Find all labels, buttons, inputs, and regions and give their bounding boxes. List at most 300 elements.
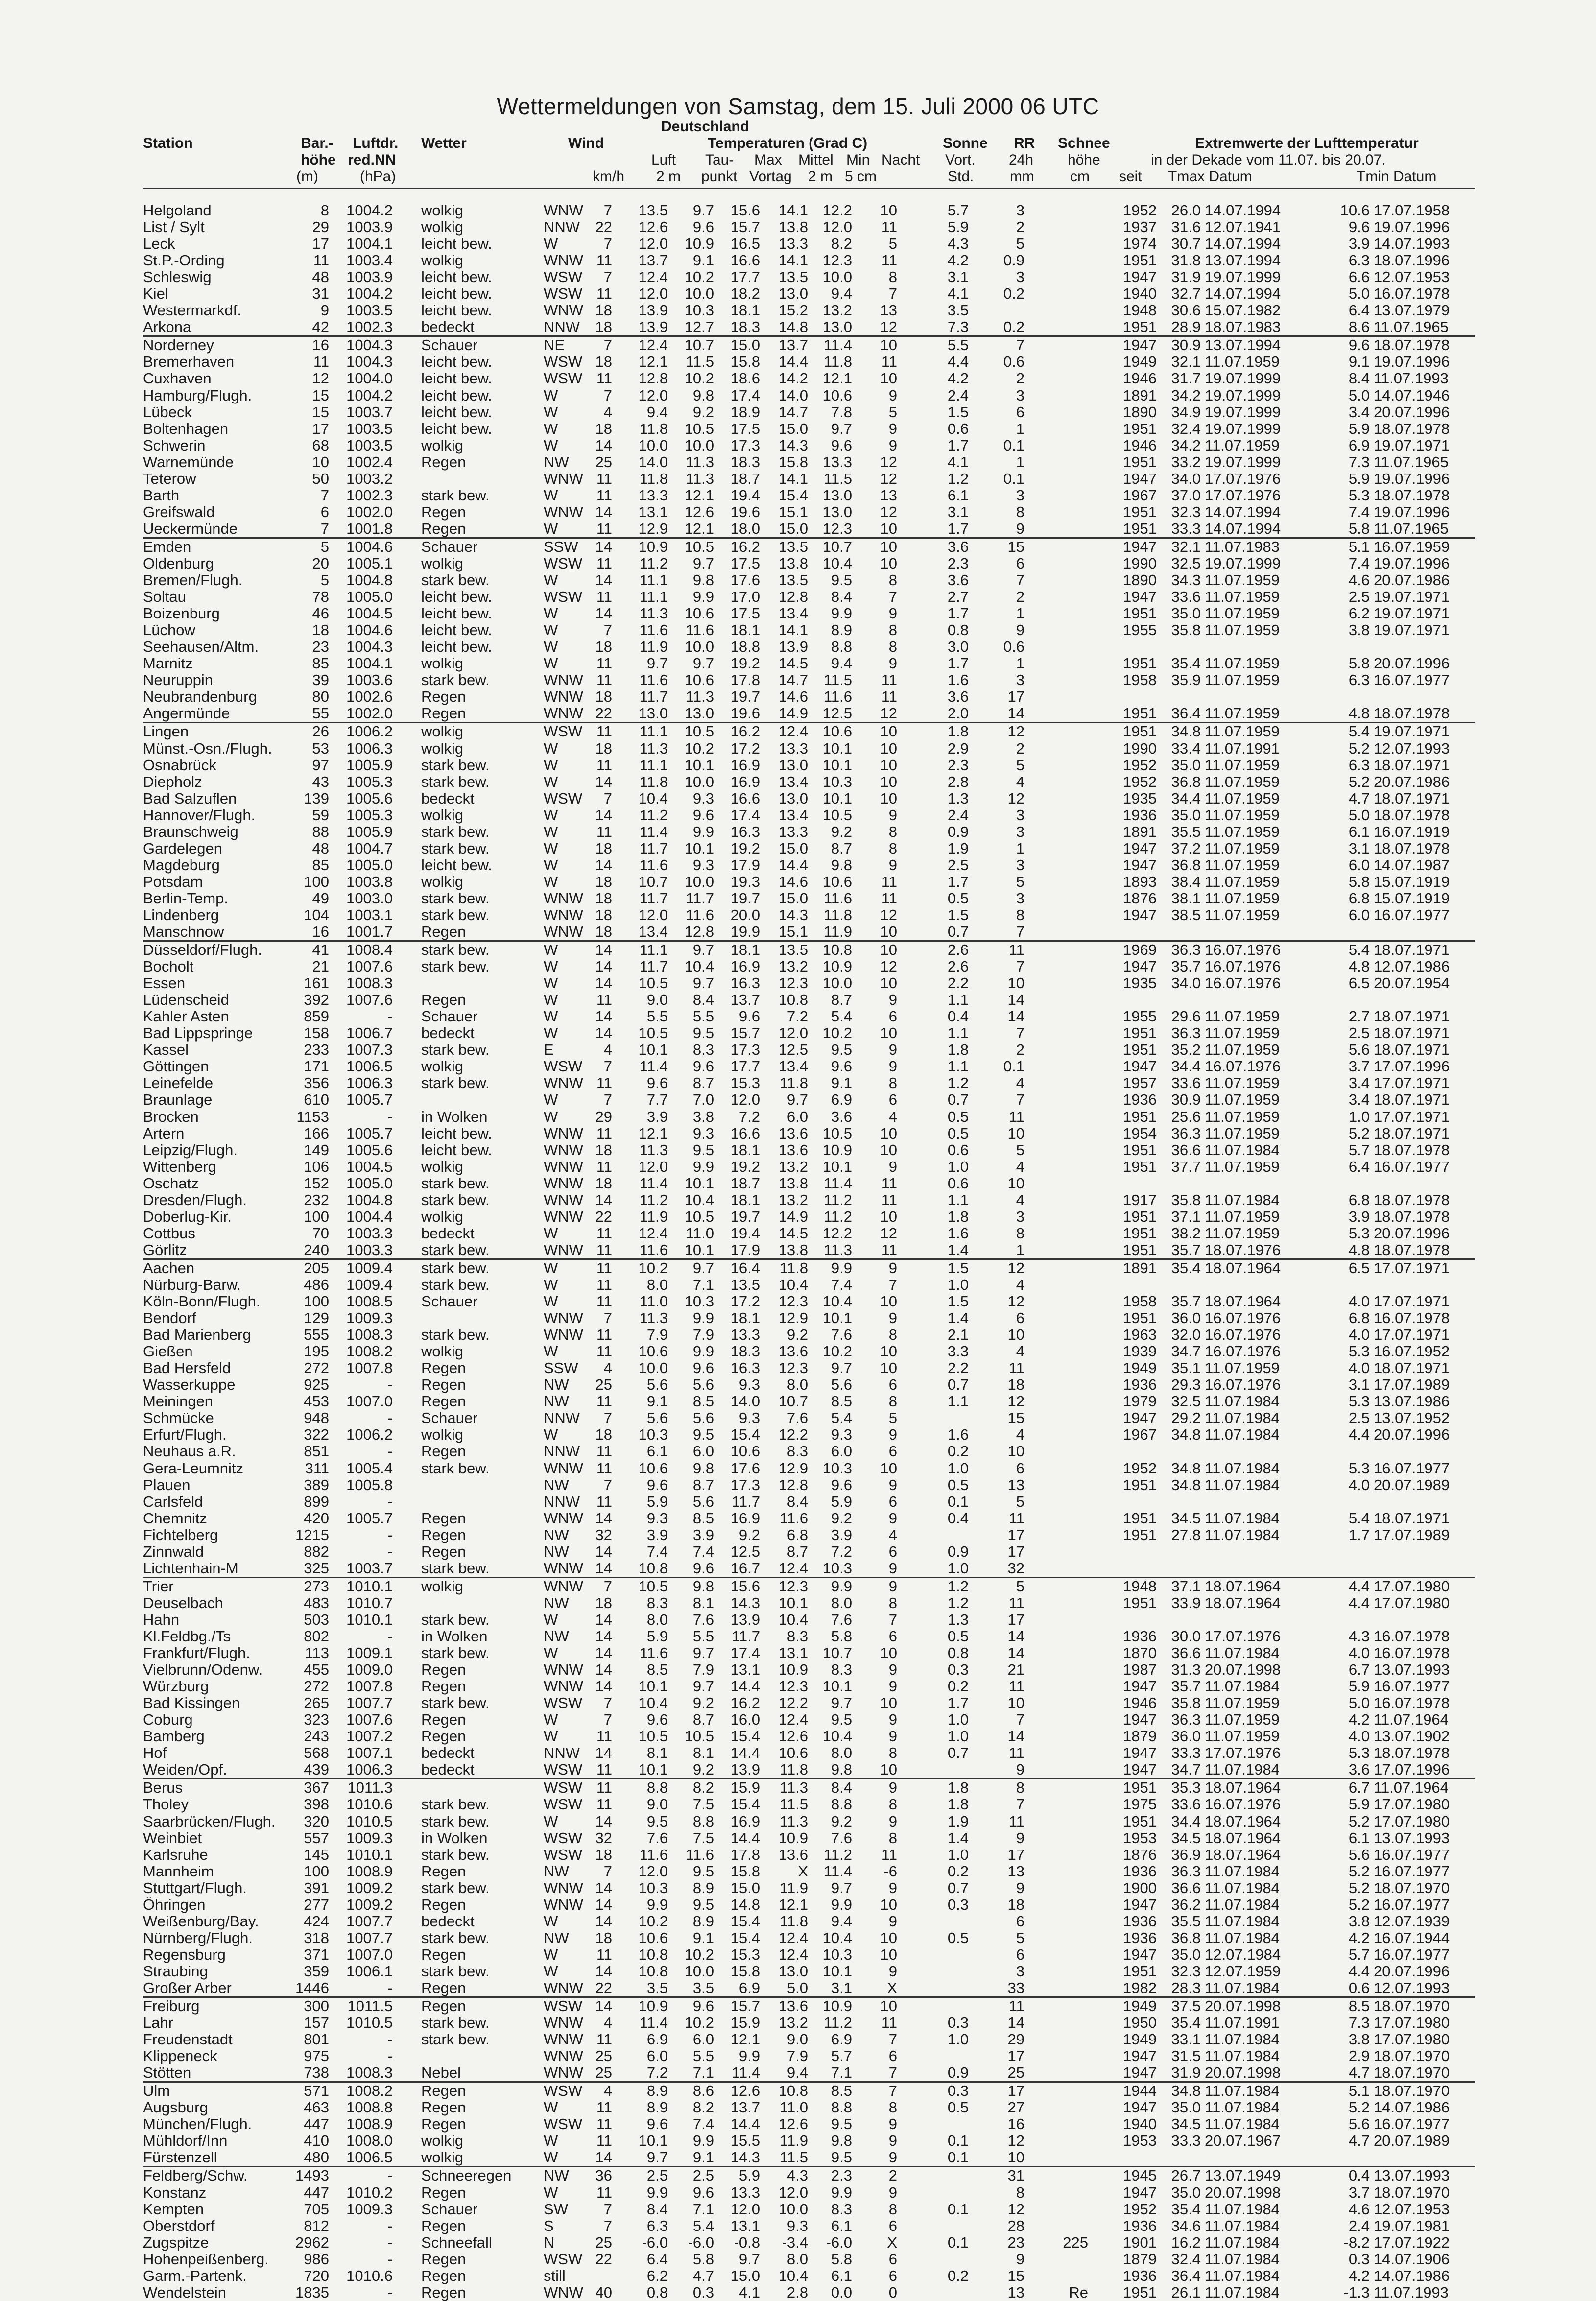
cell-nacht: 10 <box>880 202 897 219</box>
cell-max: 16.9 <box>730 1812 760 1830</box>
cell-rr: 0.1 <box>1003 1058 1024 1075</box>
cell-luft: 11.8 <box>639 773 668 790</box>
cell-tmin-datum: 18.07.1978 <box>1374 486 1450 504</box>
cell-tmax-datum: 11.07.1959 <box>1205 1694 1280 1712</box>
cell-luft: 10.6 <box>638 1929 668 1946</box>
cell-rr: 3 <box>1016 202 1024 219</box>
cell-taupunkt: 7.9 <box>692 1661 714 1679</box>
cell-wetter: Schneeregen <box>421 2167 512 2184</box>
cell-rr: 1 <box>1016 839 1024 857</box>
cell-wetter: bedeckt <box>421 318 475 336</box>
cell-max: 15.0 <box>730 336 760 354</box>
cell-luft: 12.0 <box>638 386 668 404</box>
cell-barhoehe: 20 <box>312 554 329 572</box>
cell-barhoehe: 29 <box>312 218 329 236</box>
cell-wind-dir: NW <box>544 1862 569 1880</box>
cell-barhoehe: 16 <box>312 923 329 941</box>
cell-barhoehe: 1446 <box>295 1979 329 1996</box>
cell-rr: 3 <box>1016 486 1024 504</box>
cell-rr: 3 <box>1016 806 1024 824</box>
cell-min: 7.6 <box>831 1611 852 1628</box>
cell-tmax-datum: 16.07.1976 <box>1205 1058 1281 1075</box>
cell-wind-dir: WSW <box>544 723 583 740</box>
cell-tmax-datum: 18.07.1964 <box>1205 1577 1281 1595</box>
cell-taupunkt: 8.1 <box>692 1594 714 1612</box>
cell-wind-speed: 7 <box>603 621 612 639</box>
cell-wetter: wolkig <box>421 1058 464 1075</box>
cell-tmin-datum: 16.07.1978 <box>1374 1309 1450 1327</box>
cell-wind-speed: 18 <box>595 302 612 319</box>
cell-min: 10.2 <box>822 1343 852 1360</box>
cell-barhoehe: 300 <box>304 1997 329 2015</box>
cell-sonne: 1.3 <box>947 1611 969 1628</box>
cell-wetter: leicht bew. <box>421 353 492 371</box>
cell-tmax: 31.5 <box>1171 2047 1201 2065</box>
cell-seit: 1951 <box>1123 1224 1157 1242</box>
cell-barhoehe: 311 <box>305 1459 329 1477</box>
cell-nacht: 9 <box>888 2149 897 2166</box>
cell-tmax-datum: 14.07.1994 <box>1205 520 1281 537</box>
cell-station: Lingen <box>143 723 189 740</box>
cell-tmin: 2.5 <box>1348 588 1370 606</box>
cell-wetter: Regen <box>421 1711 466 1729</box>
cell-tmax-datum: 11.07.1984 <box>1205 2115 1280 2133</box>
cell-tmax: 33.1 <box>1171 2031 1201 2048</box>
cell-sonne: 1.5 <box>947 403 969 421</box>
cell-seit: 1952 <box>1123 773 1157 790</box>
cell-tmax: 32.5 <box>1171 1393 1201 1410</box>
cell-taupunkt: 9.7 <box>692 554 714 572</box>
cell-barhoehe: 50 <box>312 470 329 487</box>
cell-station: Manschnow <box>143 923 224 941</box>
cell-mittel: 14.4 <box>778 353 808 371</box>
cell-taupunkt: 7.1 <box>692 1276 714 1293</box>
cell-mittel: 13.2 <box>778 1158 808 1175</box>
cell-luft: 6.1 <box>646 1443 668 1460</box>
cell-wind-speed: 7 <box>603 1711 612 1729</box>
cell-barhoehe: 26 <box>312 723 329 740</box>
cell-nacht: 9 <box>888 420 897 437</box>
table-row <box>143 655 1475 672</box>
cell-mittel: 7.2 <box>786 1008 808 1025</box>
cell-min: 9.1 <box>831 1074 852 1092</box>
cell-sonne: 3.3 <box>947 1343 969 1360</box>
cell-luft: 10.1 <box>638 1678 668 1695</box>
cell-luftdruck: 1004.0 <box>346 370 393 387</box>
cell-taupunkt: 9.5 <box>692 1896 714 1913</box>
cell-wetter: leicht bew. <box>421 605 492 622</box>
cell-max: 11.7 <box>731 1627 760 1645</box>
cell-luft: 13.9 <box>638 302 668 319</box>
cell-luft: 10.8 <box>638 1945 668 1963</box>
cell-tmax-datum: 20.07.1998 <box>1205 2183 1281 2201</box>
cell-nacht: 9 <box>888 655 897 672</box>
cell-taupunkt: 8.8 <box>692 1812 714 1830</box>
cell-tmax: 36.3 <box>1171 1711 1201 1729</box>
cell-wind-dir: W <box>544 839 558 857</box>
cell-tmin: 5.7 <box>1348 1945 1370 1963</box>
header-rr: 24h <box>1009 152 1034 168</box>
cell-taupunkt: 7.0 <box>692 1091 714 1109</box>
cell-luftdruck: 1008.2 <box>346 2082 393 2100</box>
cell-max: 18.2 <box>730 285 760 303</box>
cell-mittel: 7.6 <box>786 1409 808 1427</box>
cell-wind-dir: WNW <box>544 470 583 487</box>
cell-tmax-datum: 11.07.1959 <box>1205 1728 1280 1745</box>
cell-sonne: 4.4 <box>947 353 969 371</box>
cell-seit: 1876 <box>1123 1846 1157 1863</box>
cell-tmax: 34.2 <box>1171 436 1201 454</box>
cell-tmax: 32.3 <box>1171 503 1201 521</box>
table-row <box>143 1410 1475 1426</box>
cell-luft: 11.2 <box>639 554 668 572</box>
cell-seit: 1947 <box>1123 538 1157 555</box>
cell-tmax-datum: 20.07.1998 <box>1205 1661 1281 1679</box>
cell-tmin-datum: 16.07.1977 <box>1374 1459 1450 1477</box>
table-row <box>143 1477 1475 1494</box>
cell-wind-speed: 14 <box>595 1542 612 1560</box>
cell-wetter: bedeckt <box>421 1224 475 1242</box>
cell-mittel: 13.2 <box>778 958 808 975</box>
cell-seit: 1947 <box>1123 1409 1157 1427</box>
cell-nacht: 9 <box>888 2183 897 2201</box>
cell-luft: 7.7 <box>646 1091 668 1109</box>
cell-wind-speed: 14 <box>595 806 612 824</box>
table-row <box>143 555 1475 572</box>
cell-wetter: Schauer <box>421 1008 478 1025</box>
cell-wind-speed: 11 <box>596 671 612 689</box>
cell-taupunkt: 11.3 <box>685 453 714 471</box>
cell-tmin-datum: 19.07.1971 <box>1374 605 1450 622</box>
cell-wind-dir: W <box>544 1224 558 1242</box>
cell-tmin-datum: 17.07.1980 <box>1374 2031 1450 2048</box>
cell-schnee: 225 <box>1063 2233 1088 2251</box>
cell-nacht: 10 <box>880 739 897 757</box>
cell-tmin-datum: 17.07.1980 <box>1374 1577 1450 1595</box>
cell-rr: 10 <box>1007 1443 1024 1460</box>
cell-nacht: 8 <box>888 839 897 857</box>
header-schnee: cm <box>1070 168 1090 185</box>
cell-rr: 4 <box>1016 1276 1024 1293</box>
cell-seit: 1951 <box>1123 2283 1157 2301</box>
cell-seit: 1951 <box>1123 318 1157 336</box>
cell-sonne: 0.3 <box>947 2082 969 2100</box>
cell-tmax-datum: 11.07.1984 <box>1205 1979 1280 1996</box>
cell-tmax: 35.8 <box>1171 1694 1201 1712</box>
cell-nacht: 7 <box>888 1276 897 1293</box>
cell-max: 15.4 <box>730 1912 760 1930</box>
cell-seit: 1953 <box>1123 1829 1157 1847</box>
cell-luftdruck: 1004.7 <box>346 839 393 857</box>
cell-tmin: 9.6 <box>1348 218 1370 236</box>
cell-mittel: 14.6 <box>778 873 808 890</box>
cell-luft: 10.5 <box>638 1728 668 1745</box>
cell-wind-dir: WNW <box>544 1326 583 1344</box>
cell-wind-speed: 25 <box>595 1376 612 1394</box>
cell-tmax: 35.7 <box>1171 958 1201 975</box>
cell-luft: 3.9 <box>646 1526 668 1543</box>
cell-rr: 7 <box>1016 923 1024 941</box>
cell-sonne: 3.5 <box>947 302 969 319</box>
cell-tmin-datum: 16.07.1977 <box>1374 906 1450 924</box>
cell-mittel: 10.4 <box>778 2267 808 2284</box>
cell-wetter: in Wolken <box>421 1829 488 1847</box>
cell-barhoehe: 705 <box>304 2200 329 2218</box>
cell-wetter: Regen <box>421 1979 466 1996</box>
cell-nacht: 9 <box>888 1259 897 1277</box>
cell-station: Cottbus <box>143 1224 195 1242</box>
cell-tmax: 34.8 <box>1171 1459 1201 1477</box>
cell-seit: 1951 <box>1123 1594 1157 1612</box>
cell-barhoehe: 152 <box>304 1174 329 1192</box>
cell-min: 10.3 <box>822 1459 852 1477</box>
cell-station: Helgoland <box>143 202 212 219</box>
cell-tmax: 36.4 <box>1171 705 1201 722</box>
cell-tmax-datum: 11.07.1959 <box>1205 756 1280 774</box>
cell-mittel: 12.1 <box>778 1896 808 1913</box>
cell-luft: 11.4 <box>639 1174 668 1192</box>
cell-wind-speed: 14 <box>595 1627 612 1645</box>
cell-tmin-datum: 13.07.1902 <box>1374 1728 1450 1745</box>
cell-luftdruck: 1009.4 <box>346 1276 393 1293</box>
cell-tmin: 3.9 <box>1348 1208 1370 1225</box>
header-max: Vortag <box>749 168 792 185</box>
cell-max: 13.3 <box>730 1326 760 1344</box>
cell-sonne: 0.8 <box>947 621 969 639</box>
cell-wind-speed: 14 <box>595 941 612 959</box>
cell-wind-speed: 18 <box>595 739 612 757</box>
cell-rr: 15 <box>1007 538 1024 555</box>
cell-tmax: 27.8 <box>1171 1526 1201 1543</box>
cell-luftdruck: 1003.1 <box>346 906 393 924</box>
cell-wind-speed: 11 <box>596 554 612 572</box>
cell-sonne: 3.6 <box>947 571 969 589</box>
cell-tmin-datum: 18.07.1978 <box>1374 336 1450 354</box>
cell-tmin: 6.0 <box>1348 856 1370 874</box>
cell-barhoehe: 371 <box>304 1945 329 1963</box>
cell-tmin-datum: 19.07.1971 <box>1374 723 1450 740</box>
cell-tmax: 36.8 <box>1171 773 1201 790</box>
cell-wind-speed: 11 <box>596 1224 612 1242</box>
cell-tmin-datum: 14.07.1946 <box>1374 386 1450 404</box>
cell-rr: 1 <box>1016 655 1024 672</box>
cell-sonne: 1.0 <box>947 2031 969 2048</box>
cell-min: 10.8 <box>822 941 852 959</box>
cell-nacht: 9 <box>888 1779 897 1797</box>
cell-station: Fürstenzell <box>143 2149 217 2166</box>
cell-tmin-datum: 14.07.1906 <box>1374 2250 1450 2268</box>
cell-min: 11.2 <box>823 1191 852 1209</box>
cell-max: 10.6 <box>730 1443 760 1460</box>
cell-rr: 15 <box>1007 2267 1024 2284</box>
cell-nacht: 11 <box>881 1241 897 1258</box>
cell-max: 16.2 <box>730 1694 760 1712</box>
cell-min: 9.2 <box>831 1509 852 1527</box>
cell-sonne: 0.4 <box>947 1008 969 1025</box>
cell-sonne: 2.8 <box>947 773 969 790</box>
cell-wind-dir: WNW <box>544 1459 583 1477</box>
cell-rr: 7 <box>1016 1091 1024 1109</box>
cell-wind-speed: 11 <box>596 1158 612 1175</box>
cell-tmin-datum: 11.07.1965 <box>1374 520 1449 537</box>
cell-taupunkt: 9.5 <box>692 1024 714 1042</box>
cell-max: 16.3 <box>730 974 760 992</box>
cell-max: 17.2 <box>730 739 760 757</box>
cell-barhoehe: 85 <box>312 856 329 874</box>
cell-barhoehe: 273 <box>304 1577 329 1595</box>
cell-tmax: 31.6 <box>1171 218 1201 236</box>
cell-nacht: 8 <box>888 1829 897 1847</box>
cell-station: Köln-Bonn/Flugh. <box>143 1293 261 1310</box>
cell-sonne: 5.7 <box>947 202 969 219</box>
cell-luftdruck: 1004.6 <box>346 621 393 639</box>
cell-wind-speed: 7 <box>603 386 612 404</box>
cell-nacht: 6 <box>888 1443 897 1460</box>
cell-luftdruck: 1007.8 <box>346 1359 393 1377</box>
table-row <box>143 1913 1475 1930</box>
cell-tmax: 29.6 <box>1171 1008 1201 1025</box>
cell-tmax: 36.2 <box>1171 1896 1201 1913</box>
cell-rr: 29 <box>1007 2031 1024 2048</box>
cell-mittel: 10.6 <box>778 1744 808 1762</box>
cell-seit: 1975 <box>1123 1796 1157 1813</box>
cell-min: 10.1 <box>822 1158 852 1175</box>
cell-wind-dir: W <box>544 655 558 672</box>
cell-nacht: 6 <box>888 1376 897 1394</box>
cell-nacht: 6 <box>888 1091 897 1109</box>
cell-mittel: 2.8 <box>786 2283 808 2301</box>
cell-min: 12.2 <box>822 1224 852 1242</box>
cell-nacht: 12 <box>880 453 897 471</box>
cell-wetter: stark bew. <box>421 1694 490 1712</box>
cell-wetter: leicht bew. <box>421 386 492 404</box>
cell-mittel: 14.1 <box>778 202 808 219</box>
cell-tmin-datum: 11.07.1965 <box>1374 453 1449 471</box>
cell-luft: 3.9 <box>646 1108 668 1125</box>
cell-nacht: 8 <box>888 571 897 589</box>
cell-mittel: 14.7 <box>778 671 808 689</box>
cell-wind-speed: 18 <box>595 1929 612 1946</box>
cell-rr: 5 <box>1016 756 1024 774</box>
cell-tmin: 5.4 <box>1348 723 1370 740</box>
cell-wind-speed: 22 <box>595 1979 612 1996</box>
cell-tmin-datum: 17.07.1996 <box>1374 1761 1450 1779</box>
cell-taupunkt: 11.5 <box>685 353 714 371</box>
cell-luft: 13.4 <box>638 923 668 941</box>
cell-tmax-datum: 16.07.1976 <box>1205 958 1281 975</box>
cell-tmin: 6.0 <box>1348 906 1370 924</box>
cell-wind-dir: WNW <box>544 1241 583 1258</box>
cell-rr: 25 <box>1007 2064 1024 2082</box>
cell-seit: 1891 <box>1123 823 1157 840</box>
cell-seit: 1952 <box>1123 756 1157 774</box>
cell-luft: 11.4 <box>639 2014 668 2032</box>
cell-taupunkt: 11.7 <box>685 889 714 907</box>
cell-barhoehe: 398 <box>304 1796 329 1813</box>
cell-seit: 1947 <box>1123 1761 1157 1779</box>
cell-seit: 1969 <box>1123 941 1157 959</box>
cell-nacht: 10 <box>880 773 897 790</box>
cell-max: 9.6 <box>738 1008 760 1025</box>
cell-taupunkt: 9.5 <box>692 1141 714 1159</box>
cell-wind-dir: W <box>544 1091 558 1109</box>
table-row <box>143 874 1475 890</box>
cell-wetter: wolkig <box>421 2149 464 2166</box>
cell-nacht: 12 <box>880 1224 897 1242</box>
table-row <box>143 504 1475 521</box>
cell-nacht: 10 <box>880 538 897 555</box>
cell-min: 10.1 <box>822 756 852 774</box>
cell-tmax: 36.0 <box>1171 1309 1201 1327</box>
cell-seit: 1955 <box>1123 1008 1157 1025</box>
cell-tmax: 34.3 <box>1171 571 1201 589</box>
cell-seit: 1947 <box>1123 958 1157 975</box>
cell-wetter: Regen <box>421 1526 466 1543</box>
cell-tmax-datum: 11.07.1959 <box>1205 789 1280 807</box>
cell-rr: 4 <box>1016 773 1024 790</box>
cell-tmax: 35.7 <box>1171 1678 1201 1695</box>
cell-tmax-datum: 18.07.1964 <box>1205 1779 1281 1797</box>
cell-tmax-datum: 11.07.1984 <box>1205 1862 1280 1880</box>
cell-barhoehe: 1153 <box>296 1108 329 1125</box>
cell-barhoehe: 882 <box>304 1542 329 1560</box>
table-row <box>143 354 1475 370</box>
cell-nacht: 12 <box>880 318 897 336</box>
cell-seit: 1947 <box>1123 1058 1157 1075</box>
cell-max: 16.9 <box>730 1509 760 1527</box>
cell-nacht: 10 <box>880 1896 897 1913</box>
cell-tmax-datum: 15.07.1982 <box>1205 302 1281 319</box>
cell-wind-speed: 14 <box>595 503 612 521</box>
cell-tmin-datum: 19.07.1981 <box>1374 2217 1450 2234</box>
cell-rr: 5 <box>1016 1493 1024 1510</box>
cell-wind-speed: 14 <box>595 1812 612 1830</box>
cell-mittel: 12.0 <box>778 2183 808 2201</box>
cell-rr: 8 <box>1016 1779 1024 1797</box>
cell-barhoehe: 100 <box>304 873 329 890</box>
cell-rr: 14 <box>1007 1644 1024 1662</box>
cell-min: 6.9 <box>831 2031 852 2048</box>
cell-min: 6.1 <box>831 2267 852 2284</box>
cell-tmin: 6.7 <box>1348 1661 1370 1679</box>
cell-tmax: 31.9 <box>1171 268 1201 286</box>
cell-wind-dir: W <box>544 235 558 253</box>
cell-tmax-datum: 11.07.1959 <box>1205 889 1280 907</box>
cell-max: 13.1 <box>730 2217 760 2234</box>
table-row <box>143 924 1475 940</box>
cell-max: 15.8 <box>730 1962 760 1980</box>
cell-max: 14.8 <box>730 1896 760 1913</box>
cell-barhoehe: 925 <box>304 1376 329 1394</box>
cell-nacht: 8 <box>888 1393 897 1410</box>
cell-barhoehe: 986 <box>304 2250 329 2268</box>
cell-station: Neuhaus a.R. <box>143 1443 236 1460</box>
cell-max: 14.3 <box>730 2149 760 2166</box>
cell-tmin: 3.8 <box>1348 621 1370 639</box>
cell-wind-dir: WNW <box>544 671 583 689</box>
cell-rr: 12 <box>1007 723 1024 740</box>
cell-luftdruck: 1008.9 <box>346 2115 393 2133</box>
cell-wind-dir: WSW <box>544 554 583 572</box>
cell-wetter: stark bew. <box>421 839 490 857</box>
cell-tmax: 37.2 <box>1171 839 1201 857</box>
cell-barhoehe: 1215 <box>295 1526 329 1543</box>
cell-tmin-datum: 19.07.1996 <box>1374 218 1450 236</box>
cell-barhoehe: 59 <box>312 806 329 824</box>
cell-luftdruck: 1008.4 <box>346 941 393 959</box>
cell-luft: 11.6 <box>639 1846 668 1863</box>
cell-luftdruck: 1008.8 <box>346 2099 393 2116</box>
